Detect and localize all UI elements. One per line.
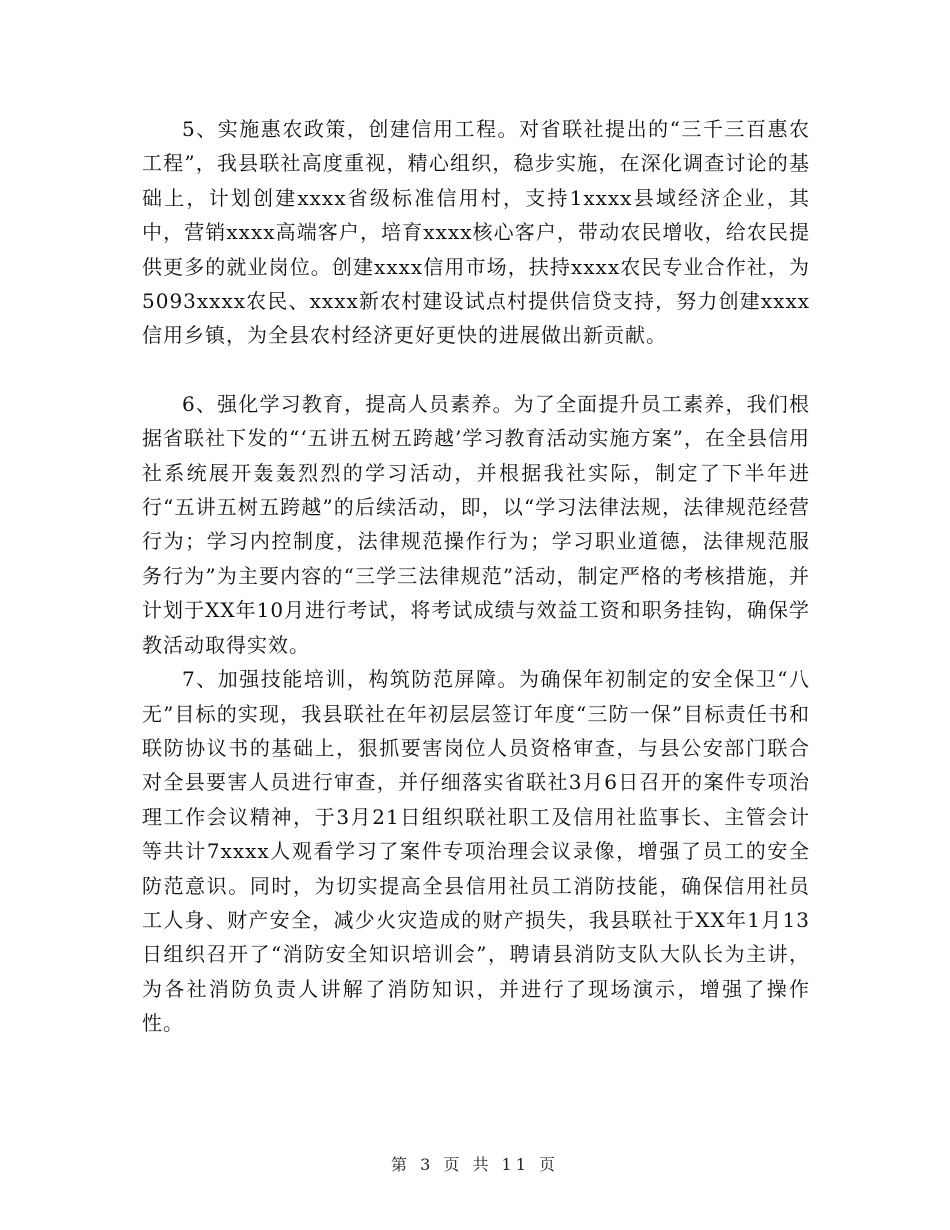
- paragraph-6-education: 6、强化学习教育，提高人员素养。为了全面提升员工素养，我们根据省联社下发的“‘五讲五树五跨越’学习教育活动实施方案”，在全县信用社系统展开轰轰烈烈的学习活动，并根据我社实际，制定了下半年进行“五讲五树五跨越”的后续活动，即，以“学习法律法规，法律规范经营行为；学习内控制度，法律规范操作行为；学习职业道德，法律规范服务行为”为主要内容的“三学三法律规范”活动，制定严格的考核措施，并计划于XX年10月进行考试，将考试成绩与效益工资和职务挂钩，确保学教活动取得实效。: [142, 391, 810, 657]
- document-body: [142, 112, 810, 1041]
- page-number-footer: 第 3 页 共 11 页: [391, 1155, 559, 1174]
- paragraph-7-training: 7、加强技能培训，构筑防范屏障。为确保年初制定的安全保卫“八无”目标的实现，我县联社在年初层层签订年度“三防一保”目标责任书和联防协议书的基础上，狠抓要害岗位人员资格审查，与县公安部门联合对全县要害人员进行审查，并仔细落实省联社3月6日召开的案件专项治理工作会议精神，于3月21日组织联社职工及信用社监事长、主管会计等共计7xxxx人观看学习了案件专项治理会议录像，增强了员工的安全防范意识。同时，为切实提高全县信用社员工消防技能，确保信用社员工人身、财产安全，减少火灾造成的财产损失，我县联社于XX年1月13日组织召开了“消防安全知识培训会”，聘请县消防支队大队长为主讲，为各社消防负责人讲解了消防知识，并进行了现场演示，增强了操作性。: [142, 667, 810, 1036]
- paragraph-5-policy: 5、实施惠农政策，创建信用工程。对省联社提出的“三千三百惠农工程”，我县联社高度重视，精心组织，稳步实施，在深化调查讨论的基础上，计划创建xxxx省级标准信用村，支持1xxxx县域经济企业，其中，营销xxxx高端客户，培育xxxx核心客户，带动农民增收，给农民提供更多的就业岗位。创建xxxx信用市场，扶持xxxx农民专业合作社，为5093xxxx农民、xxxx新农村建设试点村提供信贷支持，努力创建xxxx信用乡镇，为全县农村经济更好更快的进展做出新贡献。: [142, 117, 810, 348]
